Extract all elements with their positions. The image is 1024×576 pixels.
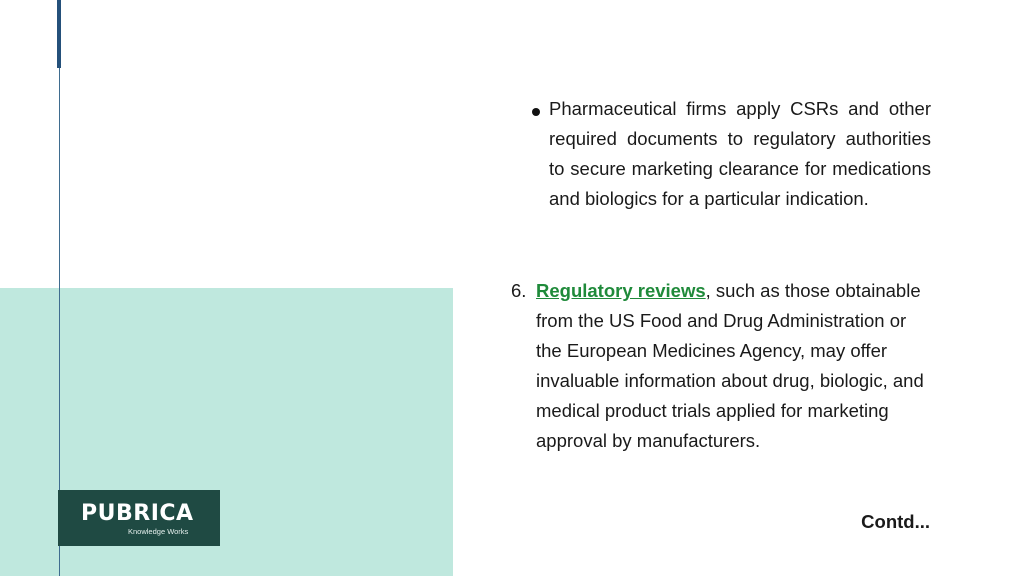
bullet-text: Pharmaceutical firms apply CSRs and other required documents to regulatory authorities to secure marketing clearance for medications and biologics for a particular indication.	[549, 98, 931, 209]
accent-bar	[57, 0, 61, 68]
pubrica-logo	[58, 490, 220, 546]
continued-label: Contd...	[861, 511, 930, 532]
item-text	[536, 276, 926, 456]
regulatory-reviews-link[interactable]: Regulatory reviews	[536, 280, 706, 301]
item-number: 6.	[511, 280, 527, 301]
item-body-text: , such as those obtainable from the US Food and Drug Administration or the European Medicines Agency, may offer invaluable information about drug, biologic, and medical product trials applied for marketing approval by manufacturers.	[536, 280, 924, 451]
logo-tagline: Knowledge Works	[128, 527, 189, 536]
logo-wordmark: PUBRICA	[81, 501, 194, 526]
bullet-dot-icon	[532, 108, 540, 116]
